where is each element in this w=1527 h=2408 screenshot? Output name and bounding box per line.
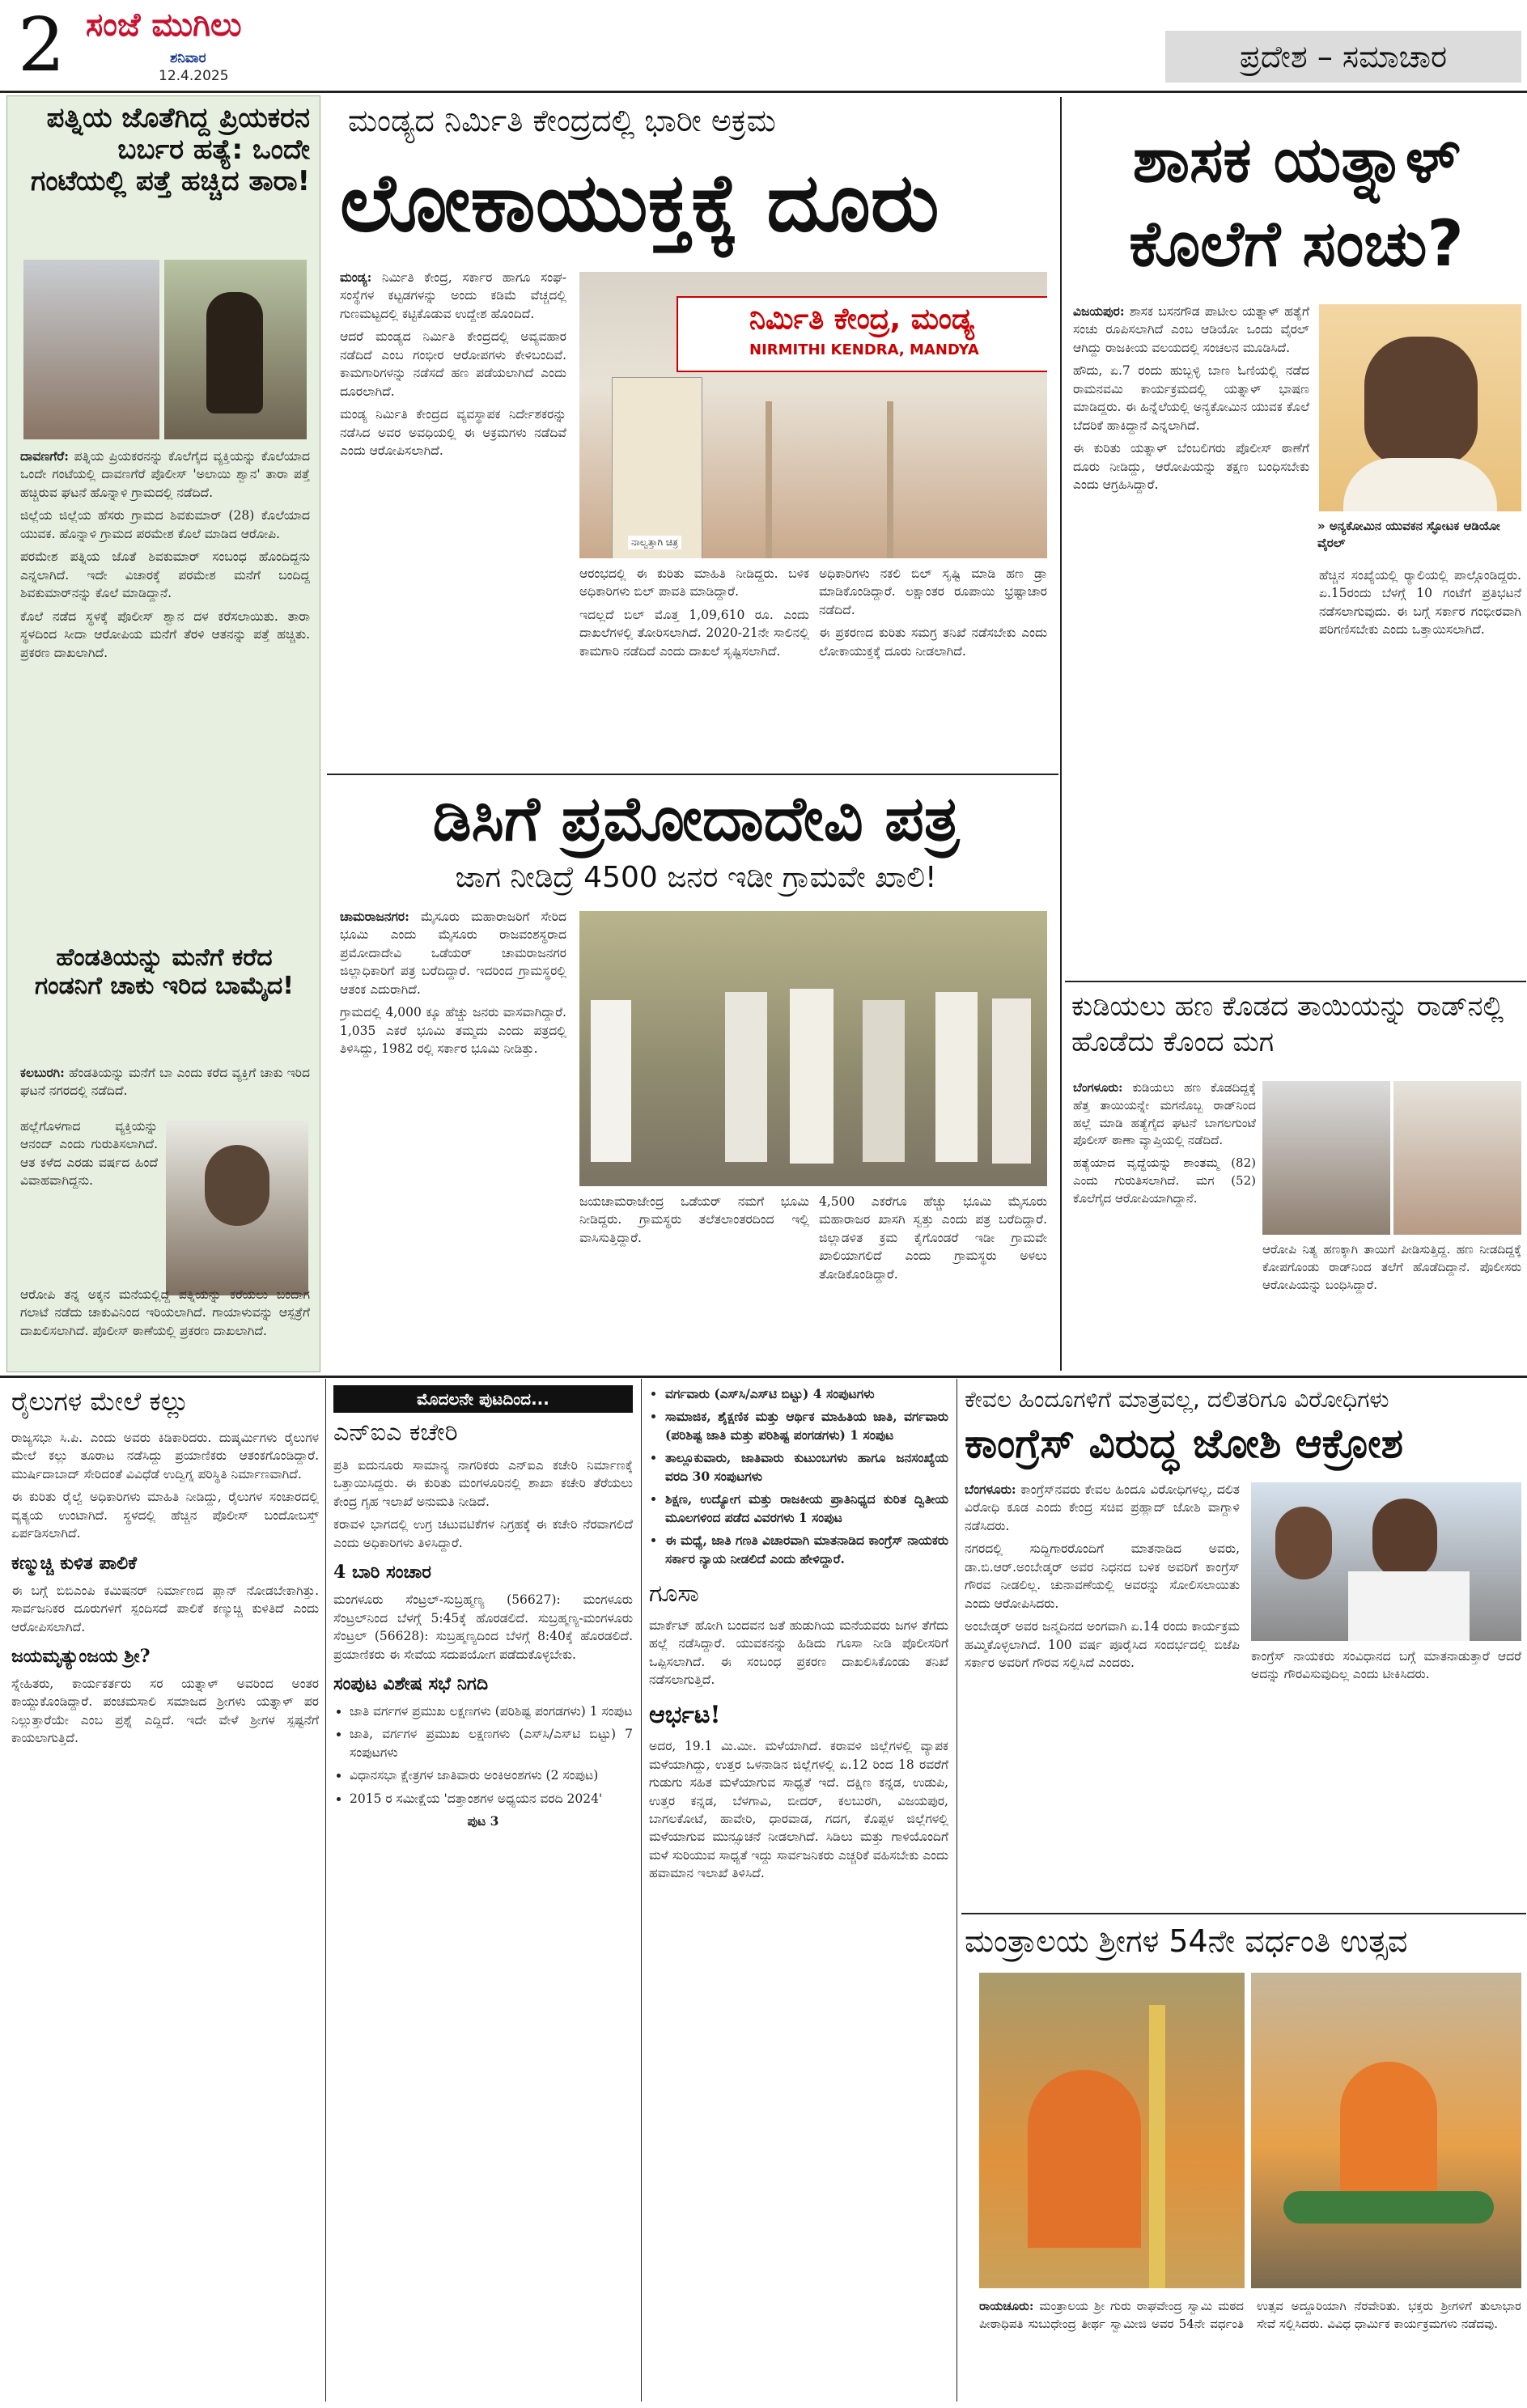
lokayukta-left-3: ಮಂಡ್ಯ ನಿರ್ಮಿತಿ ಕೇಂದ್ರದ ವ್ಯವಸ್ಥಾಪಕ ನಿರ್ದೇಶಕರನ್ನು ನಡೆಸಿದ ಅವರ ಅವಧಿಯಲ್ಲಿ ಈ ಅಕ್ರಮಗಳು ನಡೆದಿವೆ ಎಂದು ಆರೋಪಿಸಲಾಗಿದೆ.: [340, 407, 566, 459]
lokayukta-headline: ಲೋಕಾಯುಕ್ತಕ್ಕೆ ದೂರು: [340, 155, 940, 250]
list-item: • ತಾಲ್ಲೂಕುವಾರು, ಜಾತಿವಾರು ಕುಟುಂಬಗಳು ಹಾಗೂ ಜನಸಂಖ್ಯೆಯ ವರದಿ 30 ಸಂಪುಟಗಳು: [665, 1449, 948, 1486]
mother-para-1: ಕುಡಿಯಲು ಹಣ ಕೊಡದಿದ್ದಕ್ಕೆ ಹೆತ್ತ ತಾಯಿಯನ್ನೇ ಮಗನೊಬ್ಬ ರಾಡ್‌ನಿಂದ ಹಲ್ಲೆ ಮಾಡಿ ಹತ್ಯೆಗೈದ ಘಟನೆ ಬಾಗಲಗುಂಟೆ ಪೊಲೀಸ್ ಠಾಣಾ ವ್ಯಾಪ್ತಿಯಲ್ಲಿ ನಡೆದಿದೆ.: [1073, 1080, 1256, 1148]
rail-sub1: ಕಣ್ಮುಚ್ಚಿ ಕುಳಿತ ಪಾಲಿಕೆ: [11, 1552, 137, 1574]
rail-para-1: ರಾಜ್ಯಸಭಾ ಸಿ.ಪಿ. ಎಂದು ಅವರು ಕಿಡಿಕಾರಿದರು. ದುಷ್ಕರ್ಮಿಗಳು ರೈಲುಗಳ ಮೇಲೆ ಕಲ್ಲು ತೂರಾಟ ನಡೆಸಿದ್ದು ಪ್ರಯಾಣಿಕರು ಆತಂಕಗೊಂಡಿದ್ದಾರೆ. ಮುರ್ಷಿದಾಬಾದ್ ಸೇರಿದಂತೆ ವಿವಿಧೆಡೆ ಉದ್ವಿಗ್ನ ಪರಿಸ್ಥಿತಿ ನಿರ್ಮಾಣವಾಗಿದೆ.: [11, 1431, 319, 1482]
page-number: 2: [18, 2, 66, 88]
yatnal-caption: » ಅನ್ಯಕೋಮಿನ ಯುವಕನ ಸ್ಫೋಟಕ ಆಡಿಯೋ ವೈರಲ್: [1317, 519, 1500, 550]
lokayukta-body-left: [340, 269, 566, 769]
goa-body: ಮಾರ್ಕೆಟ್ ಹೋಗಿ ಬಂದವನ ಜತೆ ಹುಡುಗಿಯ ಮನೆಯವರು ಜಗಳ ತೆಗೆದು ಹಲ್ಲೆ ನಡೆಸಿದ್ದಾರೆ. ಯುವಕನನ್ನು ಹಿಡಿದು ಗೂಸಾ ನೀಡಿ ಪೊಲೀಸರಿಗೆ ಒಪ್ಪಿಸಲಾಗಿದೆ. ಈ ಸಂಬಂಧ ಪ್ರಕರಣ ದಾಖಲಿಸಿಕೊಂಡು ತನಿಖೆ ನಡೆಸಲಾಗುತ್ತಿದೆ.: [649, 1617, 948, 1688]
joshi-headline: ಕಾಂಗ್ರೆಸ್ ವಿರುದ್ಧ ಜೋಶಿ ಆಕ್ರೋಶ: [965, 1420, 1404, 1467]
lokayukta-right-2: ಈ ಪ್ರಕರಣದ ಕುರಿತು ಸಮಗ್ರ ತನಿಖೆ ನಡೆಸಬೇಕು ಎಂದು ಲೋಕಾಯುಕ್ತಕ್ಕೆ ದೂರು ನೀಡಲಾಗಿದೆ.: [819, 625, 1047, 659]
yatnal-para-2: ಹೌದು, ಏ.7 ರಂದು ಹುಬ್ಬಳ್ಳಿ ಬಾಣ ಓಣಿಯಲ್ಲಿ ನಡೆದ ರಾಮನವಮಿ ಕಾರ್ಯಕ್ರಮದಲ್ಲಿ ಯತ್ನಾಳ್ ಭಾಷಣ ಮಾಡಿದ್ದರು. ಈ ಹಿನ್ನೆಲೆಯಲ್ಲಿ ಅನ್ಯಕೋಮಿನ ಯುವಕ ಕೊಲೆ ಬೆದರಿಕೆ ಹಾಕಿದ್ದಾನೆ ಎನ್ನಲಾಗಿದೆ.: [1073, 363, 1309, 433]
joshi-para-2: ನಗರದಲ್ಲಿ ಸುದ್ದಿಗಾರರೊಂದಿಗೆ ಮಾತನಾಡಿದ ಅವರು, ಡಾ.ಬಿ.ಆರ್.ಅಂಬೇಡ್ಕರ್ ಅವರ ನಿಧನದ ಬಳಿಕ ಅವರಿಗೆ ಕಾಂಗ್ರೆಸ್ ಗೌರವ ನೀಡಲಿಲ್ಲ. ಚುನಾವಣೆಯಲ್ಲಿ ಅವರನ್ನು ಸೋಲಿಸಲಾಯಿತು ಎಂದು ಆರೋಪಿಸಿದರು.: [965, 1541, 1240, 1611]
murder-headline: ಪತ್ನಿಯ ಜೊತೆಗಿದ್ದ ಪ್ರಿಯಕರನ ಬರ್ಬರ ಹತ್ಯೆ: ಒಂದೇ ಗಂಟೆಯಲ್ಲಿ ಪತ್ತೆ ಹಚ್ಚಿದ ತಾರಾ!: [31, 102, 310, 198]
lokayukta-mid-1: ಆರಂಭದಲ್ಲಿ ಈ ಕುರಿತು ಮಾಹಿತಿ ನೀಡಿದ್ದರು. ಬಳಿಕ ಅಧಿಕಾರಿಗಳು ಬಿಲ್ ಪಾವತಿ ಮಾಡಿದ್ದಾರೆ.: [579, 566, 809, 600]
continued-banner: [333, 1385, 633, 1413]
yatnal-para-3: ಈ ಕುರಿತು ಯತ್ನಾಳ್ ಬೆಂಬಲಿಗರು ಪೊಲೀಸ್ ಠಾಣೆಗೆ ದೂರು ನೀಡಿದ್ದು, ಆರೋಪಿಯನ್ನು ತಕ್ಷಣ ಬಂಧಿಸಬೇಕು ಎಂದು ಆಗ್ರಹಿಸಿದ್ದಾರೆ.: [1073, 441, 1309, 493]
census-bullet-list: [649, 1385, 948, 1568]
rail-body: [11, 1429, 319, 2400]
yatnal-para-4: ಹೆಚ್ಚಿನ ಸಂಖ್ಯೆಯಲ್ಲಿ ರ್‍ಯಾಲಿಯಲ್ಲಿ ಪಾಲ್ಗೊಂಡಿದ್ದರು. ಏ.15ರಂದು ಬೆಳಗ್ಗೆ 10 ಗಂಟೆಗೆ ಪ್ರತಿಭಟನೆ ನಡೆಸಲಾಗುವುದು. ಈ ಬಗ್ಗೆ ಸರ್ಕಾರ ಗಂಭೀರವಾಗಿ ಪರಿಗಣಿಸಬೇಕು ಎಂದು ಒತ್ತಾಯಿಸಲಾಗಿದೆ.: [1319, 568, 1521, 638]
joshi-photo: [1251, 1482, 1521, 1641]
mantralaya-photos: [979, 1973, 1521, 2288]
dc-para-1: ಮೈಸೂರು ಮಹಾರಾಜರಿಗೆ ಸೇರಿದ ಭೂಮಿ ಎಂದು ಮೈಸೂರು ರಾಜವಂಶಸ್ಥರಾದ ಪ್ರಮೋದಾದೇವಿ ಒಡೆಯರ್ ಚಾಮರಾಜನಗರ ಜಿಲ್ಲಾಧಿಕಾರಿಗೆ ಪತ್ರ ಬರೆದಿದ್ದಾರೆ. ಇದರಿಂದ ಗ್ರಾಮಸ್ಥರಲ್ಲಿ ಆತಂಕ ಎದುರಾಗಿದೆ.: [340, 909, 566, 997]
dc-subhead: ಜಾಗ ನೀಡಿದ್ರೆ 4500 ಜನರ ಇಡೀ ಗ್ರಾಮವೇ ಖಾಲಿ!: [455, 861, 937, 894]
continued-page: ಪುಟ 3: [467, 1813, 499, 1829]
brand-name: ಸಂಜೆ ಮುಗಿಲು: [86, 6, 242, 44]
list-item: • ಸಾಮಾಜಿಕ, ಶೈಕ್ಷಣಿಕ ಮತ್ತು ಆರ್ಥಿಕ ಮಾಹಿತಿಯ ಜಾತಿ, ವರ್ಗವಾರು (ಪರಿಶಿಷ್ಟ ಜಾತಿ ಮತ್ತು ಪರಿಶಿಷ್ಟ ಪಂಗಡಗಳು) 1 ಸಂಪುಟ: [665, 1408, 948, 1444]
murder-para-4: ಕೊಲೆ ನಡೆದ ಸ್ಥಳಕ್ಕೆ ಪೊಲೀಸ್ ಶ್ವಾನ ದಳ ಕರೆಸಲಾಯಿತು. ತಾರಾ ಸ್ಥಳದಿಂದ ಸೀದಾ ಆರೋಪಿಯ ಮನೆಗೆ ತೆರಳಿ ಆತನನ್ನು ಪತ್ತೆ ಹಚ್ಚಿತು. ಪ್ರಕರಣ ದಾಖಲಾಗಿದೆ.: [20, 608, 310, 660]
list-item: • ಈ ಮಧ್ಯೆ, ಜಾತಿ ಗಣತಿ ವಿಚಾರವಾಗಿ ಮಾತನಾಡಿದ ಕಾಂಗ್ರೆಸ್ ನಾಯಕರು ಸರ್ಕಾರ ನ್ಯಾಯ ನೀಡಲಿದೆ ಎಂದು ಹೇಳಿದ್ದಾರೆ.: [665, 1532, 948, 1568]
mother-headline: ಕುಡಿಯಲು ಹಣ ಕೊಡದ ತಾಯಿಯನ್ನು ರಾಡ್‌ನಲ್ಲಿ ಹೊಡೆದು ಕೊಂದ ಮಗ: [1071, 990, 1504, 1059]
lokayukta-left-1: ನಿರ್ಮಿತಿ ಕೇಂದ್ರ, ಸರ್ಕಾರ ಹಾಗೂ ಸಂಘ-ಸಂಸ್ಥೆಗಳ ಕಟ್ಟಡಗಳನ್ನು ಅಂದು ಕಡಿಮೆ ವೆಚ್ಚದಲ್ಲಿ ಗುಣಮಟ್ಟದಲ್ಲಿ ಕಟ್ಟಿಕೊಡುವ ಉದ್ದೇಶ ಹೊಂದಿದೆ.: [340, 270, 566, 321]
mother-photo: [1393, 1081, 1521, 1235]
wife-headline: ಹೆಂಡತಿಯನ್ನು ಮನೆಗೆ ಕರೆದ ಗಂಡನಿಗೆ ಚಾಕು ಇರಿದ ಬಾಮೈದ!: [35, 943, 294, 1000]
dc-headline: ಡಿಸಿಗೆ ಪ್ರಮೋದಾದೇವಿ ಪತ್ರ: [432, 782, 960, 854]
story-rule: [1065, 981, 1526, 982]
mother-dateline: ಬೆಂಗಳೂರು:: [1073, 1080, 1123, 1095]
dc-body-left: [340, 908, 566, 1366]
building-sign: ನಿರ್ಮಿತಿ ಕೇಂದ್ರ, ಮಂಡ್ಯ: [749, 303, 974, 336]
masthead: [0, 0, 1527, 91]
mother-body-left: [1073, 1079, 1256, 1364]
murder-para-3: ಪರಮೇಶ ಪತ್ನಿಯ ಜೊತೆ ಶಿವಕುಮಾರ್ ಸಂಬಂಧ ಹೊಂದಿದ್ದನು ಎನ್ನಲಾಗಿದೆ. ಇದೇ ವಿಚಾರಕ್ಕೆ ಪರಮೇಶ ಮನೆಗೆ ಬಂದಿದ್ದ ಶಿವಕುಮಾರ್‌ನನ್ನು ಕೊಲೆ ಮಾಡಿದ್ದಾನೆ.: [20, 549, 310, 601]
murder-para-1: ಪತ್ನಿಯ ಪ್ರಿಯಕರನನ್ನು ಕೊಲೆಗೈದ ವ್ಯಕ್ತಿಯನ್ನು ಕೊಲೆಯಾದ ಒಂದೇ ಗಂಟೆಯಲ್ಲಿ ದಾವಣಗೆರೆ ಪೊಲೀಸ್ 'ಅಲಾಯಿ ಶ್ವಾನ' ತಾರಾ ಪತ್ತೆ ಹಚ್ಚಿರುವ ಘಟನೆ ಹೊನ್ನಾಳಿ ಗ್ರಾಮದಲ್ಲಿ ನಡೆದಿದೆ.: [20, 449, 310, 500]
husband-photo: [166, 1121, 308, 1295]
column-rule: [325, 1379, 326, 2402]
building-sign-en: NIRMITHI KENDRA, MANDYA: [749, 341, 979, 358]
nia-sub1: 4 ಬಾರಿ ಸಂಚಾರ: [333, 1562, 431, 1583]
brand-logo: [86, 6, 312, 55]
joshi-kicker: ಕೇವಲ ಹಿಂದೂಗಳಿಗೆ ಮಾತ್ರವಲ್ಲ, ದಲಿತರಿಗೂ ವಿರೋಧಿಗಳು: [965, 1386, 1389, 1413]
list-item: • ಶಿಕ್ಷಣ, ಉದ್ಯೋಗ ಮತ್ತು ರಾಜಕೀಯ ಪ್ರಾತಿನಿಧ್ಯದ ಕುರಿತ ದ್ವಿತೀಯ ಮೂಲಗಳಿಂದ ಪಡೆದ ವಿವರಗಳು 1 ಸಂಪುಟ: [665, 1490, 948, 1527]
rail-para-2: ಈ ಕುರಿತು ರೈಲ್ವೆ ಅಧಿಕಾರಿಗಳು ಮಾಹಿತಿ ನೀಡಿದ್ದು, ರೈಲುಗಳ ಸಂಚಾರದಲ್ಲಿ ವ್ಯತ್ಯಯ ಉಂಟಾಗಿದೆ. ಸ್ಥಳದಲ್ಲಿ ಹೆಚ್ಚಿನ ಪೊಲೀಸ್ ಬಂದೋಬಸ್ತ್ ಏರ್ಪಡಿಸಲಾಗಿದೆ.: [11, 1490, 319, 1541]
mantralaya-headline: ಮಂತ್ರಾಲಯ ಶ್ರೀಗಳ 54ನೇ ವರ್ಧಂತಿ ಉತ್ಸವ: [965, 1923, 1408, 1959]
yatnal-para-1: ಶಾಸಕ ಬಸನಗೌಡ ಪಾಟೀಲ ಯತ್ನಾಳ್ ಹತ್ಯೆಗೆ ಸಂಚು ರೂಪಿಸಲಾಗಿದೆ ಎಂಬ ಆಡಿಯೋ ಒಂದು ವೈರಲ್ ಆಗಿದ್ದು ರಾಜಕೀಯ ವಲಯದಲ್ಲಿ ಸಂಚಲನ ಮೂಡಿಸಿದೆ.: [1073, 304, 1309, 355]
list-item: • ಜಾತಿ ವರ್ಗಗಳ ಪ್ರಮುಖ ಲಕ್ಷಣಗಳು (ಪರಿಶಿಷ್ಟ ಪಂಗಡಗಳು) 1 ಸಂಪುಟ: [350, 1702, 633, 1720]
dc-body-mid: [579, 1193, 809, 1366]
lokayukta-right-1: ಅಧಿಕಾರಿಗಳು ನಕಲಿ ಬಿಲ್ ಸೃಷ್ಟಿ ಮಾಡಿ ಹಣ ಡ್ರಾ ಮಾಡಿಕೊಂಡಿದ್ದಾರೆ. ಲಕ್ಷಾಂತರ ರೂಪಾಯಿ ಭ್ರಷ್ಟಾಚಾರ ನಡೆದಿದೆ.: [819, 566, 1047, 617]
murder-dateline: ದಾವಣಗೆರೆ:: [20, 448, 69, 464]
villagers-photo: [579, 911, 1047, 1186]
dc-dateline: ಚಾಮರಾಜನಗರ:: [340, 909, 409, 924]
lokayukta-body-right: [819, 565, 1047, 769]
murder-photo: [23, 260, 307, 439]
rail-sub2: ಜಯಮೃತ್ಯುಂಜಯ ಶ್ರೀ?: [11, 1646, 151, 1668]
wife-body-bottom: [20, 1286, 310, 1367]
wife-body-left: [20, 1117, 158, 1279]
joshi-body-left: [965, 1481, 1240, 1908]
nia-headline: ಎನ್‌ಐಎ ಕಚೇರಿ: [333, 1418, 458, 1447]
nia-bullet-list: [333, 1702, 633, 1808]
murder-body: [20, 447, 310, 938]
wife-para-1: ಹೆಂಡತಿಯನ್ನು ಮನೆಗೆ ಬಾ ಎಂದು ಕರೆದ ವ್ಯಕ್ತಿಗೆ ಚಾಕು ಇರಿದ ಘಟನೆ ನಗರದಲ್ಲಿ ನಡೆದಿದೆ.: [20, 1066, 310, 1099]
left-panel: [6, 95, 320, 1372]
section-tab: [1165, 31, 1521, 83]
nia-sub1-body: ಮಂಗಳೂರು ಸೆಂಟ್ರಲ್-ಸುಬ್ರಹ್ಮಣ್ಯ (56627): ಮಂಗಳೂರು ಸೆಂಟ್ರಲ್‌ನಿಂದ ಬೆಳಗ್ಗೆ 5:45ಕ್ಕೆ ಹೊರಡಲಿದೆ. ಸುಬ್ರಹ್ಮಣ್ಯ-ಮಂಗಳೂರು ಸೆಂಟ್ರಲ್ (56628): ಸುಬ್ರಹ್ಮಣ್ಯದಿಂದ ಬೆಳಗ್ಗೆ 8:40ಕ್ಕೆ ಹೊರಡಲಿದೆ. ಪ್ರಯಾಣಿಕರು ಈ ಸೇವೆಯ ಸದುಪಯೋಗ ಪಡೆದುಕೊಳ್ಳಬೇಕು.: [333, 1592, 633, 1662]
lokayukta-body-mid: [579, 565, 809, 769]
lokayukta-left-2: ಆದರೆ ಮಂಡ್ಯದ ನಿರ್ಮಿತಿ ಕೇಂದ್ರದಲ್ಲಿ ಅವ್ಯವಹಾರ ನಡೆದಿದೆ ಎಂಬ ಗಂಭೀರ ಆರೋಪಗಳು ಕೇಳಿಬಂದಿವೆ. ಕಾಮಗಾರಿಗಳನ್ನು ನಡೆಸದೆ ಹಣ ಪಡೆಯಲಾಗಿದೆ ಎಂದು ದೂರಲಾಗಿದೆ.: [340, 329, 566, 399]
yatnal-body-top: [1073, 303, 1309, 811]
list-item: • ವಿಧಾನಸಭಾ ಕ್ಷೇತ್ರಗಳ ಜಾತಿವಾರು ಅಂಕಿಅಂಶಗಳು (2 ಸಂಪುಟ): [350, 1766, 633, 1784]
dc-para-2: ಗ್ರಾಮದಲ್ಲಿ 4,000 ಕ್ಕೂ ಹೆಚ್ಚು ಜನರು ವಾಸವಾಗಿದ್ದಾರೆ. 1,035 ಎಕರೆ ಭೂಮಿ ತಮ್ಮದು ಎಂದು ಪತ್ರದಲ್ಲಿ ತಿಳಿಸಿದ್ದು, 1982 ರಲ್ಲಿ ಸರ್ಕಾರ ಭೂಮಿ ನೀಡಿತ್ತು.: [340, 1005, 566, 1057]
wife-para-3: ಆರೋಪಿ ತನ್ನ ಅಕ್ಕನ ಮನೆಯಲ್ಲಿದ್ದ ಪತ್ನಿಯನ್ನು ಕರೆಯಲು ಬಂದಾಗ ಗಲಾಟೆ ನಡೆದು ಚಾಕುವಿನಿಂದ ಇರಿಯಲಾಗಿದೆ. ಗಾಯಾಳುವನ್ನು ಆಸ್ಪತ್ರೆಗೆ ದಾಖಲಿಸಲಾಗಿದೆ. ಪೊಲೀಸ್ ಠಾಣೆಯಲ್ಲಿ ಪ್ರಕರಣ ದಾಖಲಾಗಿದೆ.: [20, 1287, 310, 1338]
mother-body-right: [1262, 1241, 1521, 1363]
tulabhara-photo: [1251, 1973, 1521, 2288]
column-rule: [641, 1379, 642, 2402]
nirmithi-photo: [579, 272, 1047, 558]
mother-para-2: ಹತ್ಯೆಯಾದ ವೃದ್ಧೆಯನ್ನು ಶಾಂತಮ್ಮ (82) ಎಂದು ಗುರುತಿಸಲಾಗಿದೆ. ಮಗ (52) ಕೊಲೆಗೈದ ಆರೋಪಿಯಾಗಿದ್ದಾನೆ.: [1073, 1155, 1256, 1206]
nia-body: [333, 1456, 633, 2403]
yatnal-photo: [1319, 304, 1521, 511]
story-rule: [327, 774, 1058, 775]
joshi-para-4: ಕಾಂಗ್ರೆಸ್ ನಾಯಕರು ಸಂವಿಧಾನದ ಬಗ್ಗೆ ಮಾತನಾಡುತ್ತಾರೆ ಆದರೆ ಅದನ್ನು ಗೌರವಿಸುವುದಿಲ್ಲ ಎಂದು ಟೀಕಿಸಿದರು.: [1251, 1649, 1521, 1682]
mantralaya-dateline: ರಾಯಚೂರು:: [979, 2299, 1034, 2313]
mother-photos: [1262, 1081, 1521, 1235]
rail-sub1-body: ಈ ಬಗ್ಗೆ ಬಿಬಿಎಂಪಿ ಕಮಿಷನರ್ ನಿರ್ಮಾಣದ ಪ್ಲಾನ್ ನೋಡಬೇಕಾಗಿತ್ತು. ಸಾರ್ವಜನಿಕರ ದೂರುಗಳಿಗೆ ಸ್ಪಂದಿಸದೆ ಪಾಲಿಕೆ ಕಣ್ಮುಚ್ಚಿ ಕುಳಿತಿದೆ ಎಂದು ಆರೋಪಿಸಲಾಗಿದೆ.: [11, 1583, 319, 1634]
goa-headline: ಗೂಸಾ: [649, 1579, 699, 1609]
nia-sub2: ಸಂಪುಟ ವಿಶೇಷ ಸಭೆ ನಿಗದಿ: [333, 1673, 489, 1695]
murder-para-2: ಜಿಲ್ಲೆಯ ಜಿಲ್ಲೆಯ ಹೆಸರು ಗ್ರಾಮದ ಶಿವಕುಮಾರ್ (28) ಕೊಲೆಯಾದ ಯುವಕ. ಹೊನ್ನಾಳಿ ಗ್ರಾಮದ ಪರಮೇಶ ಕೊಲೆ ಮಾಡಿದ ಆರೋಪಿ.: [20, 508, 310, 541]
goa-sub: ಆರ್ಭಟ!: [649, 1700, 721, 1729]
column-rule: [956, 1379, 957, 2402]
wife-dateline: ಕಲಬುರಗಿ:: [20, 1065, 65, 1080]
dc-para-3: ಜಯಚಾಮರಾಜೇಂದ್ರ ಒಡೆಯರ್ ನಮಗೆ ಭೂಮಿ ನೀಡಿದ್ದರು. ಗ್ರಾಮಸ್ಥರು ತಲೆತಲಾಂತರದಿಂದ ಇಲ್ಲಿ ವಾಸಿಸುತ್ತಿದ್ದಾರೆ.: [579, 1194, 809, 1245]
joshi-para-1: ಕಾಂಗ್ರೆಸ್‌ನವರು ಕೇವಲ ಹಿಂದೂ ವಿರೋಧಿಗಳಲ್ಲ, ದಲಿತ ವಿರೋಧಿ ಕೂಡ ಎಂದು ಕೇಂದ್ರ ಸಚಿವ ಪ್ರಹ್ಲಾದ್ ಜೋಶಿ ವಾಗ್ದಾಳಿ ನಡೆಸಿದರು.: [965, 1482, 1240, 1533]
issue-date: 12.4.2025: [159, 68, 229, 84]
list-item: • ವರ್ಗವಾರು (ಎಸ್‌ಸಿ/ಎಸ್‌ಟಿ ಬಿಟ್ಟು) 4 ಸಂಪುಟಗಳು: [665, 1385, 948, 1403]
yatnal-body-bottom: [1319, 566, 1521, 974]
goa-sub-body: ಅದರ, 19.1 ಮಿ.ಮೀ. ಮಳೆಯಾಗಿದೆ. ಕರಾವಳಿ ಜಿಲ್ಲೆಗಳಲ್ಲಿ ವ್ಯಾಪಕ ಮಳೆಯಾಗಿದ್ದು, ಉತ್ತರ ಒಳನಾಡಿನ ಜಿಲ್ಲೆಗಳಲ್ಲಿ ಏ.12 ರಿಂದ 18 ರವರೆಗೆ ಗುಡುಗು ಸಹಿತ ಮಳೆಯಾಗುವ ಸಾಧ್ಯತೆ ಇದೆ. ದಕ್ಷಿಣ ಕನ್ನಡ, ಉಡುಪಿ, ಉತ್ತರ ಕನ್ನಡ, ಬೆಳಗಾವಿ, ಬೀದರ್, ಕಲಬುರಗಿ, ವಿಜಯಪುರ, ಬಾಗಲಕೋಟೆ, ಹಾವೇರಿ, ಧಾರವಾಡ, ಗದಗ, ಕೊಪ್ಪಳ ಜಿಲ್ಲೆಗಳಲ್ಲಿ ಮಳೆಯಾಗುವ ಮುನ್ಸೂಚನೆ ನೀಡಲಾಗಿದೆ. ಸಿಡಿಲು ಮತ್ತು ಗಾಳಿಯೊಂದಿಗೆ ಮಳೆ ಸುರಿಯುವ ಸಾಧ್ಯತೆ ಇದ್ದು ಸಾರ್ವಜನಿಕರು ಎಚ್ಚರಿಕೆ ವಹಿಸಬೇಕು ಎಂದು ಹವಾಮಾನ ಇಲಾಖೆ ತಿಳಿಸಿದೆ.: [649, 1739, 948, 1881]
mantralaya-body: [979, 2298, 1521, 2400]
lokayukta-mid-2: ಇದಲ್ಲದೆ ಬಿಲ್ ಮೊತ್ತ 1,09,610 ರೂ. ಎಂದು ದಾಖಲೆಗಳಲ್ಲಿ ತೋರಿಸಲಾಗಿದೆ. 2020-21ನೇ ಸಾಲಿನಲ್ಲಿ ಕಾಮಗಾರಿ ನಡೆದಿದೆ ಎಂದು ದಾಖಲೆ ಸೃಷ್ಟಿಸಲಾಗಿದೆ.: [579, 607, 809, 659]
dc-para-4: 4,500 ಎಕರೆಗೂ ಹೆಚ್ಚು ಭೂಮಿ ಮೈಸೂರು ಮಹಾರಾಜರ ಖಾಸಗಿ ಸ್ವತ್ತು ಎಂದು ಪತ್ರ ಬರೆದಿದ್ದಾರೆ. ಜಿಲ್ಲಾಡಳಿತ ಕ್ರಮ ಕೈಗೊಂಡರೆ ಇಡೀ ಗ್ರಾಮವೇ ಖಾಲಿಯಾಗಲಿದೆ ಎಂದು ಗ್ರಾಮಸ್ಥರು ಅಳಲು ತೋಡಿಕೊಂಡಿದ್ದಾರೆ.: [819, 1194, 1047, 1282]
wife-para-2: ಹಲ್ಲೆಗೊಳಗಾದ ವ್ಯಕ್ತಿಯನ್ನು ಆನಂದ್ ಎಂದು ಗುರುತಿಸಲಾಗಿದೆ. ಆತ ಕಳೆದ ಎರಡು ವರ್ಷದ ಹಿಂದೆ ವಿವಾಹವಾಗಿದ್ದನು.: [20, 1119, 158, 1189]
photo-credit: ನಾಲ್ವತ್ತಾಗಿ ಚಿತ್ರ: [628, 536, 681, 549]
rail-headline: ರೈಲುಗಳ ಮೇಲೆ ಕಲ್ಲು: [11, 1386, 189, 1417]
son-photo: [1262, 1081, 1390, 1235]
yatnal-headline: ಶಾಸಕ ಯತ್ನಾಳ್ ಕೊಲೆಗೆ ಸಂಚು?: [1129, 124, 1464, 281]
swamiji-photo: [979, 1973, 1245, 2288]
joshi-body-right: [1251, 1647, 1521, 1908]
issue-day: ಶನಿವಾರ: [170, 50, 206, 66]
nia-para-1: ಪ್ರತಿ ಐದುನೂರು ಸಾಮಾನ್ಯ ನಾಗರಿಕರು ಎನ್‌ಐಎ ಕಚೇರಿ ನಿರ್ಮಾಣಕ್ಕೆ ಒತ್ತಾಯಿಸಿದ್ದರು. ಈ ಕುರಿತು ಮಂಗಳೂರಿನಲ್ಲಿ ಶಾಖಾ ಕಚೇರಿ ತೆರೆಯಲು ಕೇಂದ್ರ ಗೃಹ ಇಲಾಖೆ ಅನುಮತಿ ನೀಡಿದೆ.: [333, 1458, 633, 1509]
lokayukta-dateline: ಮಂಡ್ಯ:: [340, 269, 372, 285]
lokayukta-kicker: ಮಂಡ್ಯದ ನಿರ್ಮಿತಿ ಕೇಂದ್ರದಲ್ಲಿ ಭಾರೀ ಅಕ್ರಮ: [348, 103, 776, 138]
continued-banner-text: ಮೊದಲನೇ ಪುಟದಿಂದ...: [417, 1389, 549, 1409]
victim-photo: [23, 260, 159, 439]
joshi-para-3: ಅಂಬೇಡ್ಕರ್ ಅವರ ಜನ್ಮದಿನದ ಅಂಗವಾಗಿ ಏ.14 ರಂದು ಕಾರ್ಯಕ್ರಮ ಹಮ್ಮಿಕೊಳ್ಳಲಾಗಿದೆ. 100 ವರ್ಷ ಪೂರೈಸಿದ ಸಂದರ್ಭದಲ್ಲಿ ಬಿಜೆಪಿ ಸರ್ಕಾರ ಅವರಿಗೆ ಗೌರವ ಸಲ್ಲಿಸಿದೆ ಎಂದರು.: [965, 1619, 1240, 1671]
masthead-rule: [0, 91, 1527, 93]
goa-column: [649, 1385, 948, 2402]
joshi-dateline: ಬೆಂಗಳೂರು:: [965, 1482, 1016, 1497]
dc-body-right: [819, 1193, 1047, 1366]
section-title: ಪ್ರದೇಶ – ಸಮಾಚಾರ: [1239, 39, 1448, 74]
list-item: • ಜಾತಿ, ವರ್ಗಗಳ ಪ್ರಮುಖ ಲಕ್ಷಣಗಳು (ಎಸ್‌ಸಿ/ಎಸ್‌ಟಿ ಬಿಟ್ಟು) 7 ಸಂಪುಟಗಳು: [350, 1725, 633, 1761]
column-rule: [1060, 97, 1062, 1371]
fold-rule: [0, 1376, 1527, 1378]
mother-para-3: ಆರೋಪಿ ನಿತ್ಯ ಹಣಕ್ಕಾಗಿ ತಾಯಿಗೆ ಪೀಡಿಸುತ್ತಿದ್ದ. ಹಣ ನೀಡದಿದ್ದಕ್ಕೆ ಕೋಪಗೊಂಡು ರಾಡ್‌ನಿಂದ ತಲೆಗೆ ಹೊಡೆದಿದ್ದಾನೆ. ಪೊಲೀಸರು ಆರೋಪಿಯನ್ನು ಬಂಧಿಸಿದ್ದಾರೆ.: [1262, 1242, 1521, 1292]
rail-sub2-body: ಸ್ನೇಹಿತರು, ಕಾರ್ಯಕರ್ತರು ಸರ ಯತ್ನಾಳ್ ಅವರಿಂದ ಅಂತರ ಕಾಯ್ದುಕೊಂಡಿದ್ದಾರೆ. ಪಂಚಮಸಾಲಿ ಸಮಾಜದ ಶ್ರೀಗಳು ಯತ್ನಾಳ್ ಪರ ನಿಲ್ಲುತ್ತಾರೆಯೇ ಎಂಬ ಪ್ರಶ್ನೆ ಎದ್ದಿದೆ. ಇದೇ ವೇಳೆ ಶ್ರೀಗಳ ಸ್ಪಷ್ಟನೆಗೆ ಕಾಯಲಾಗುತ್ತಿದೆ.: [11, 1677, 319, 1746]
nia-para-2: ಕರಾವಳಿ ಭಾಗದಲ್ಲಿ ಉಗ್ರ ಚಟುವಟಿಕೆಗಳ ನಿಗ್ರಹಕ್ಕೆ ಈ ಕಚೇರಿ ನೆರವಾಗಲಿದೆ ಎಂದು ಅಧಿಕಾರಿಗಳು ತಿಳಿಸಿದ್ದಾರೆ.: [333, 1517, 633, 1550]
list-item: • 2015 ರ ಸಮೀಕ್ಷೆಯ 'ದತ್ತಾಂಶಗಳ ಅಧ್ಯಯನ ವರದಿ 2024': [350, 1790, 633, 1808]
story-rule: [961, 1913, 1526, 1914]
mantralaya-para: ಮಂತ್ರಾಲಯ ಶ್ರೀ ಗುರು ರಾಘವೇಂದ್ರ ಸ್ವಾಮಿ ಮಠದ ಪೀಠಾಧಿಪತಿ ಸುಬುಧೇಂದ್ರ ತೀರ್ಥ ಸ್ವಾಮೀಜಿ ಅವರ 54ನೇ ವರ್ಧಂತಿ ಉತ್ಸವ ಅದ್ದೂರಿಯಾಗಿ ನೆರವೇರಿತು. ಭಕ್ತರು ಶ್ರೀಗಳಿಗೆ ತುಲಾಭಾರ ಸೇವೆ ಸಲ್ಲಿಸಿದರು. ವಿವಿಧ ಧಾರ್ಮಿಕ ಕಾರ್ಯಕ್ರಮಗಳು ನಡೆದವು.: [979, 2299, 1521, 2331]
police-dog-photo: [164, 260, 307, 439]
yatnal-dateline: ವಿಜಯಪುರ:: [1073, 303, 1125, 319]
wife-body-top: [20, 1064, 310, 1114]
